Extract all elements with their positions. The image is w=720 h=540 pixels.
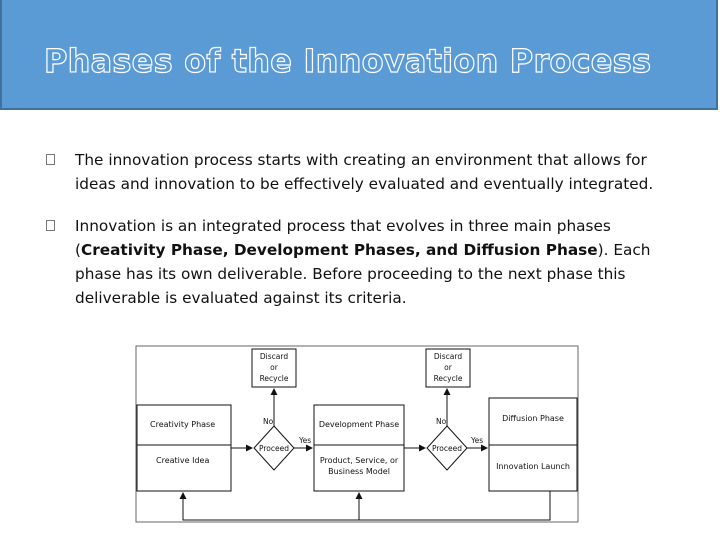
development-phase-label: Development Phase xyxy=(318,420,400,429)
bullet-bold-text: Creativity Phase, Development Phases, and Diffusion Phase xyxy=(80,241,598,259)
bullet-text: Innovation is an integrated process that evolves in three main phases ( xyxy=(75,217,611,259)
no-label: No xyxy=(436,417,447,426)
discard-label: Discard xyxy=(259,352,289,361)
product-service-label: Product, Service, or xyxy=(319,456,399,465)
proceed-label: Proceed xyxy=(258,444,290,453)
yes-label: Yes xyxy=(471,436,484,445)
business-model-label: Business Model xyxy=(328,467,390,476)
proceed-label: Proceed xyxy=(431,444,463,453)
decision-diamond-2 xyxy=(427,426,467,470)
creativity-phase-label: Creativity Phase xyxy=(150,420,216,429)
diffusion-phase-label: Diffusion Phase xyxy=(502,414,564,423)
innovation-launch-label: Innovation Launch xyxy=(496,462,570,471)
bullet-text: The innovation process starts with creating an environment that allows for ideas and innovation to be effectively evaluated and eventually integrated. xyxy=(75,151,654,193)
yes-label: Yes xyxy=(299,436,312,445)
recycle-label: Recycle xyxy=(259,374,289,383)
creative-idea-label: Creative Idea xyxy=(156,456,210,465)
discard-box-2 xyxy=(426,349,470,387)
no-label: No xyxy=(263,417,274,426)
recycle-label: Recycle xyxy=(433,374,463,383)
discard-label: Discard xyxy=(433,352,463,361)
discard-or-label: or xyxy=(270,363,278,372)
development-phase-box xyxy=(314,405,404,491)
decision-diamond-1 xyxy=(254,426,294,470)
diffusion-phase-box xyxy=(489,398,577,491)
discard-or-label: or xyxy=(444,363,452,372)
creativity-phase-box xyxy=(137,405,231,491)
discard-box-1 xyxy=(252,349,296,387)
slide-title: Phases of the Innovation Process xyxy=(44,42,652,80)
bullet-text-end: ). Each phase has its own deliverable. Before proceeding to the next phase this deliverable is evaluated against its criteria. xyxy=(75,241,651,307)
